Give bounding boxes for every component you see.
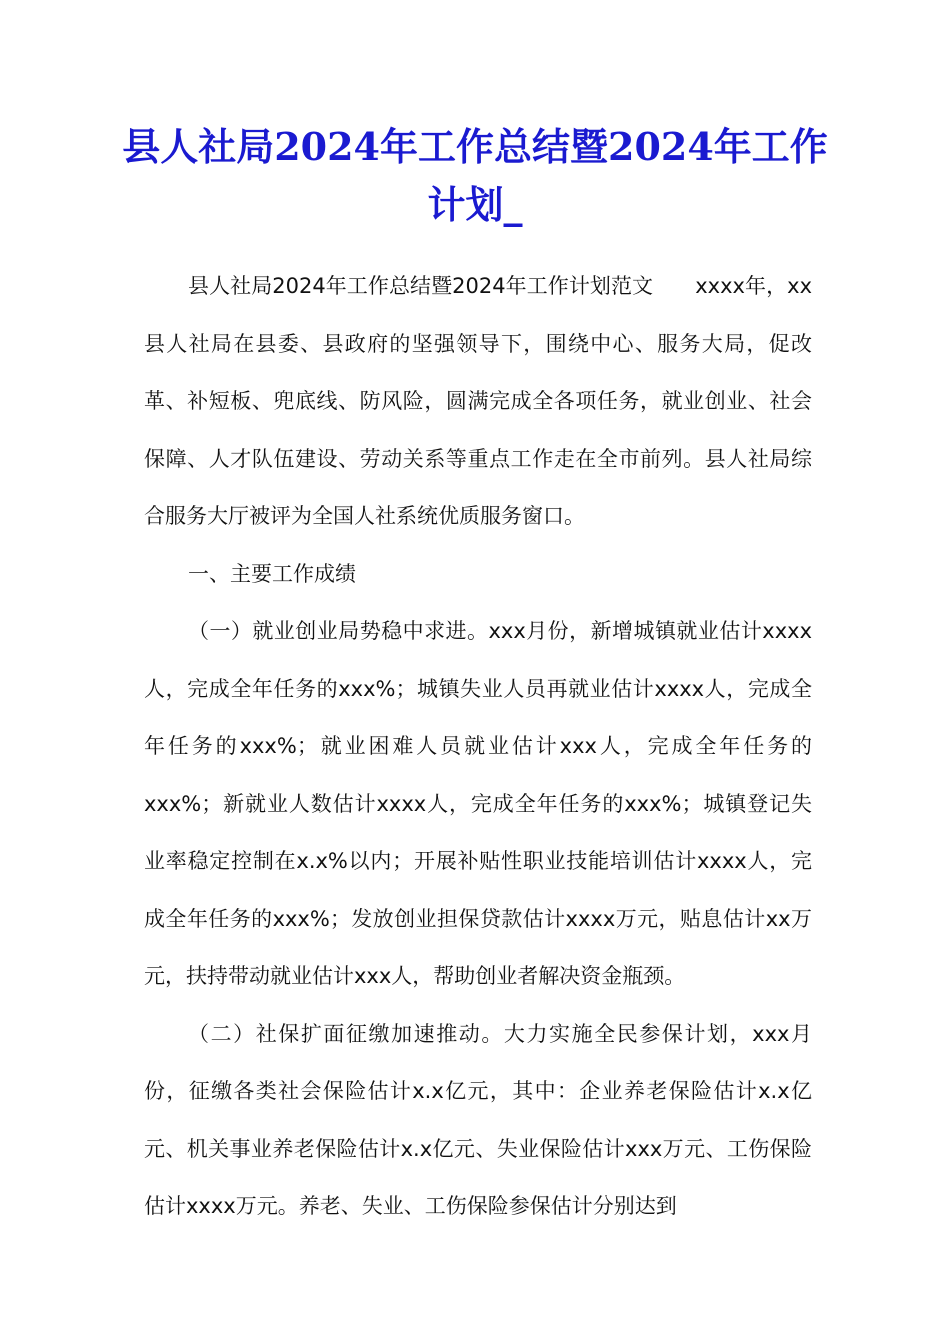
paragraph-social-insurance: （二）社保扩面征缴加速推动。大力实施全民参保计划，xxx月份，征缴各类社会保险估计x.x亿元，其中：企业养老保险估计x.x亿元、机关事业养老保险估计x.x亿元、失业保险估计xxx万元、工伤保险估计xxxx万元。养老、失业、工伤保险参保估计分别达到 bbox=[144, 1021, 812, 1218]
document-body bbox=[144, 258, 812, 1236]
paragraph-employment: （一）就业创业局势稳中求进。xxx月份，新增城镇就业估计xxxx人，完成全年任务的xxx%；城镇失业人员再就业估计xxxx人，完成全年任务的xxx%；就业困难人员就业估计xxx人，完成全年任务的xxx%；新就业人数估计xxxx人，完成全年任务的xxx%；城镇登记失业率稳定控制在x.x%以内；开展补贴性职业技能培训估计xxxx人，完成全年任务的xxx%；发放创业担保贷款估计xxxx万元，贴息估计xx万元，扶持带动就业估计xxx人，帮助创业者解决资金瓶颈。 bbox=[144, 619, 812, 988]
paragraph-intro: 县人社局2024年工作总结暨2024年工作计划范文 xxxx年，xx县人社局在县委、县政府的坚强领导下，围绕中心、服务大局，促改革、补短板、兜底线、防风险，圆满完成全各项任务，就业创业、社会保障、人才队伍建设、劳动关系等重点工作走在全市前列。县人社局综合服务大厅被评为全国人社系统优质服务窗口。 bbox=[144, 274, 812, 528]
document-title: 县人社局2024年工作总结暨2024年工作计划_ bbox=[122, 124, 828, 227]
section-heading: 一、主要工作成绩 bbox=[188, 561, 356, 586]
